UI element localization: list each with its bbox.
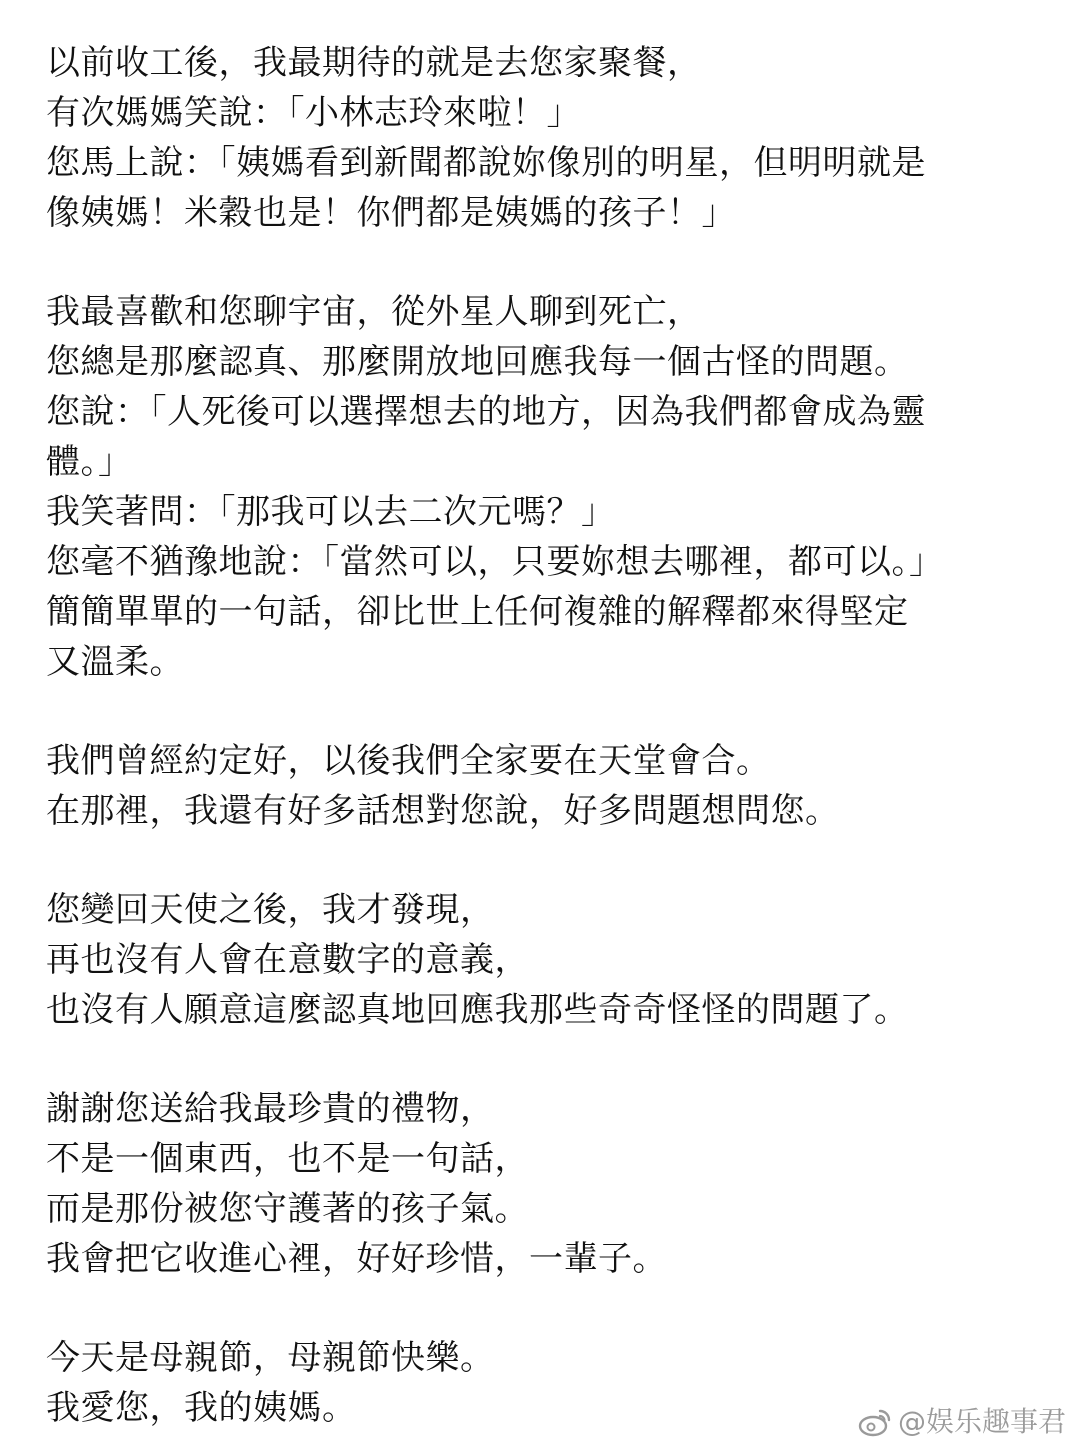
weibo-icon [858,1407,892,1437]
paragraph-3 [46,736,1046,836]
text-line: 再也沒有人會在意數字的意義， [46,940,529,980]
text-line: 不是一個東西，也不是一句話， [46,1139,529,1179]
text-line: 簡簡單單的一句話，卻比世上任何複雜的解釋都來得堅定 [46,592,909,632]
text-line: 我最喜歡和您聊宇宙，從外星人聊到死亡， [46,292,702,332]
text-line: 我們曾經約定好，以後我們全家要在天堂會合。 [46,741,771,781]
text-line: 我會把它收進心裡，好好珍惜，一輩子。 [46,1239,667,1279]
watermark-text: @娱乐趣事君 [897,1405,1066,1438]
post-body [46,38,1046,1433]
text-line: 以前收工後，我最期待的就是去您家聚餐， [46,43,702,83]
text-line: 您總是那麼認真、那麼開放地回應我每一個古怪的問題。 [46,342,909,382]
text-line: 有次媽媽笑說：「小林志玲來啦！」 [46,93,581,133]
paragraph-2 [46,287,1046,687]
text-line: 體。」 [46,442,133,482]
text-line: 您馬上說：「姨媽看到新聞都說妳像別的明星，但明明就是 [46,143,926,183]
text-line: 謝謝您送給我最珍貴的禮物， [46,1089,495,1129]
watermark [858,1405,1066,1439]
text-line: 您毫不猶豫地說：「當然可以，只要妳想去哪裡，都可以。」 [46,542,944,582]
paragraph-1 [46,38,1046,238]
text-line: 在那裡，我還有好多話想對您說，好多問題想問您。 [46,791,840,831]
paragraph-4 [46,885,1046,1035]
paragraph-5 [46,1084,1046,1284]
text-line: 像姨媽！米穀也是！你們都是姨媽的孩子！」 [46,193,736,233]
text-line: 而是那份被您守護著的孩子氣。 [46,1189,529,1229]
text-line: 又溫柔。 [46,642,184,682]
text-line: 您變回天使之後，我才發現， [46,890,495,930]
text-line: 我愛您，我的姨媽。 [46,1388,357,1428]
text-line: 您說：「人死後可以選擇想去的地方，因為我們都會成為靈 [46,392,926,432]
text-line: 今天是母親節，母親節快樂。 [46,1338,495,1378]
text-line: 我笑著問：「那我可以去二次元嗎？」 [46,492,616,532]
text-line: 也沒有人願意這麼認真地回應我那些奇奇怪怪的問題了。 [46,990,909,1030]
